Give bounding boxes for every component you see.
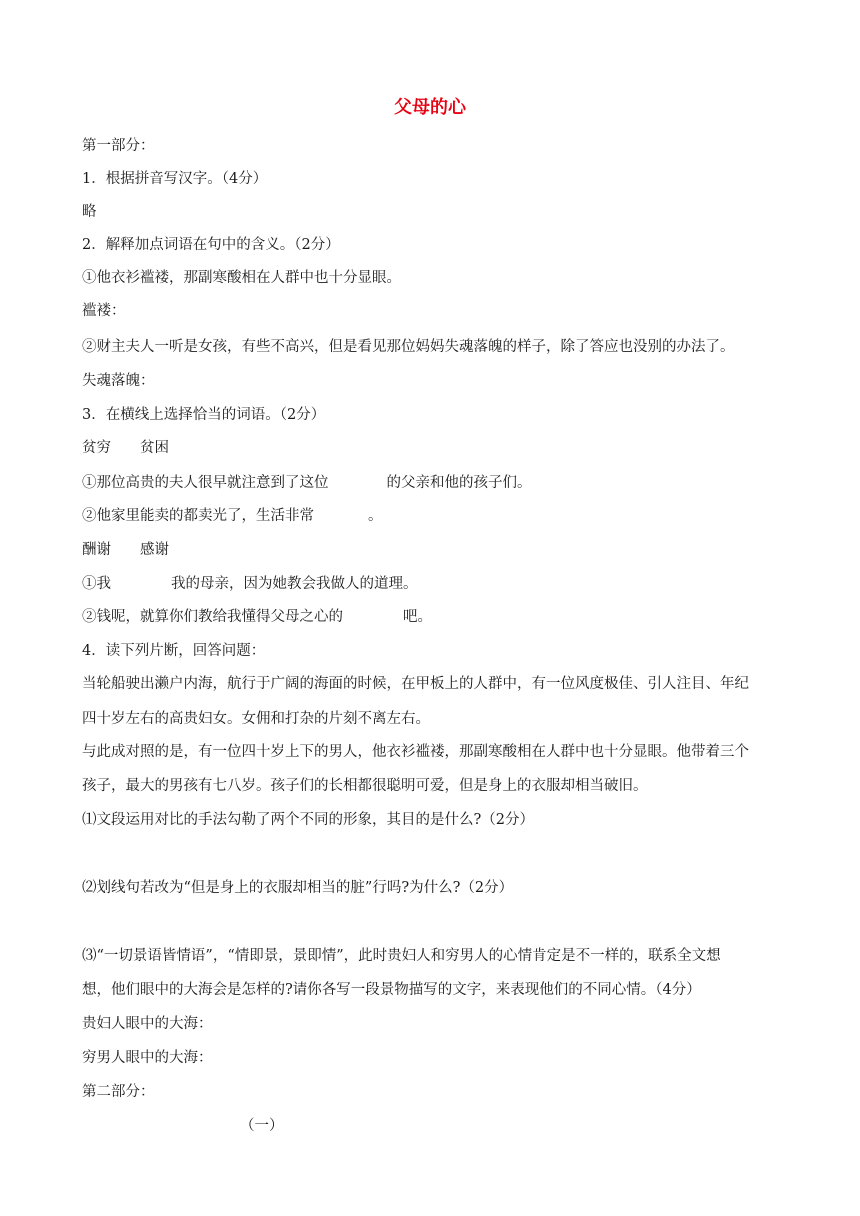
q3-item-c-pre: ①我 [82, 576, 111, 592]
q3-item-c [82, 574, 418, 594]
q3-word-pair-2: 酬谢 感谢 [82, 542, 169, 558]
q2-word-2: 失魂落魄： [82, 373, 155, 389]
q4-passage-2b: 孩子，最大的男孩有七八岁。孩子们的长相都很聪明可爱，但是身上的衣服却相当破旧。 [82, 778, 648, 794]
q2-sentence-2: ②财主夫人一听是女孩，有些不高兴，但是看见那位妈妈失魂落魄的样子，除了答应也没别的办法了。 [82, 339, 735, 355]
q2-word-1: 褴褛： [82, 303, 126, 319]
q4-poor-man-sea: 穷男人眼中的大海： [82, 1050, 213, 1066]
q3-item-d-pre: ②钱呢，就算你们教给我懂得父母之心的 [82, 609, 343, 625]
q3-item-c-post: 我的母亲，因为她教会我做人的道理。 [171, 576, 418, 592]
q4-text: 4．读下列片断，回答问题： [82, 643, 266, 659]
q3-item-a [82, 473, 532, 493]
part1-heading: 第一部分： [82, 138, 155, 154]
q3-item-b [82, 506, 383, 526]
q3-word-pair-1: 贫穷 贫困 [82, 440, 169, 456]
q4-passage-1a: 当轮船驶出濑户内海，航行于广阔的海面的时候，在甲板上的人群中，有一位风度极佳、引人注目、年纪 [82, 676, 749, 692]
section-one-heading: （一） [240, 1118, 284, 1134]
q3-item-b-pre: ②他家里能卖的都卖光了，生活非常 [82, 508, 314, 524]
document-title: 父母的心 [394, 97, 466, 118]
q4-sub-2: ⑵划线句若改为“但是身上的衣服却相当的脏”行吗?为什么?（2分） [82, 880, 514, 896]
q3-item-d-post: 吧。 [403, 609, 432, 625]
q1-text: 1．根据拼音写汉字。（4分） [82, 171, 268, 187]
q4-sub-3b: 想，他们眼中的大海会是怎样的?请你各写一段景物描写的文字，来表现他们的不同心情。（4分） [82, 982, 701, 998]
q2-sentence-1: ①他衣衫褴褛，那副寒酸相在人群中也十分显眼。 [82, 270, 401, 286]
q4-sub-1: ⑴文段运用对比的手法勾勒了两个不同的形象，其目的是什么?（2分） [82, 812, 534, 828]
q4-passage-2a: 与此成对照的是，有一位四十岁上下的男人，他衣衫褴褛，那副寒酸相在人群中也十分显眼。他带着三个 [82, 744, 749, 760]
q3-text: 3．在横线上选择恰当的词语。（2分） [82, 407, 326, 423]
q4-sub-3a: ⑶“一切景语皆情语”，“情即景，景即情”，此时贵妇人和穷男人的心情肯定是不一样的，联系全文想 [82, 948, 721, 964]
q4-passage-1b: 四十岁左右的高贵妇女。女佣和打杂的片刻不离左右。 [82, 711, 430, 727]
q3-item-d [82, 607, 432, 627]
q3-item-a-post: 的父亲和他的孩子们。 [386, 475, 532, 491]
q4-rich-woman-sea: 贵妇人眼中的大海： [82, 1016, 213, 1032]
q2-text: 2．解释加点词语在句中的含义。（2分） [82, 237, 340, 253]
part2-heading: 第二部分： [82, 1084, 155, 1100]
q3-item-a-pre: ①那位高贵的夫人很早就注意到了这位 [82, 475, 329, 491]
q3-item-b-post: 。 [368, 508, 383, 524]
q1-answer: 略 [82, 204, 97, 220]
